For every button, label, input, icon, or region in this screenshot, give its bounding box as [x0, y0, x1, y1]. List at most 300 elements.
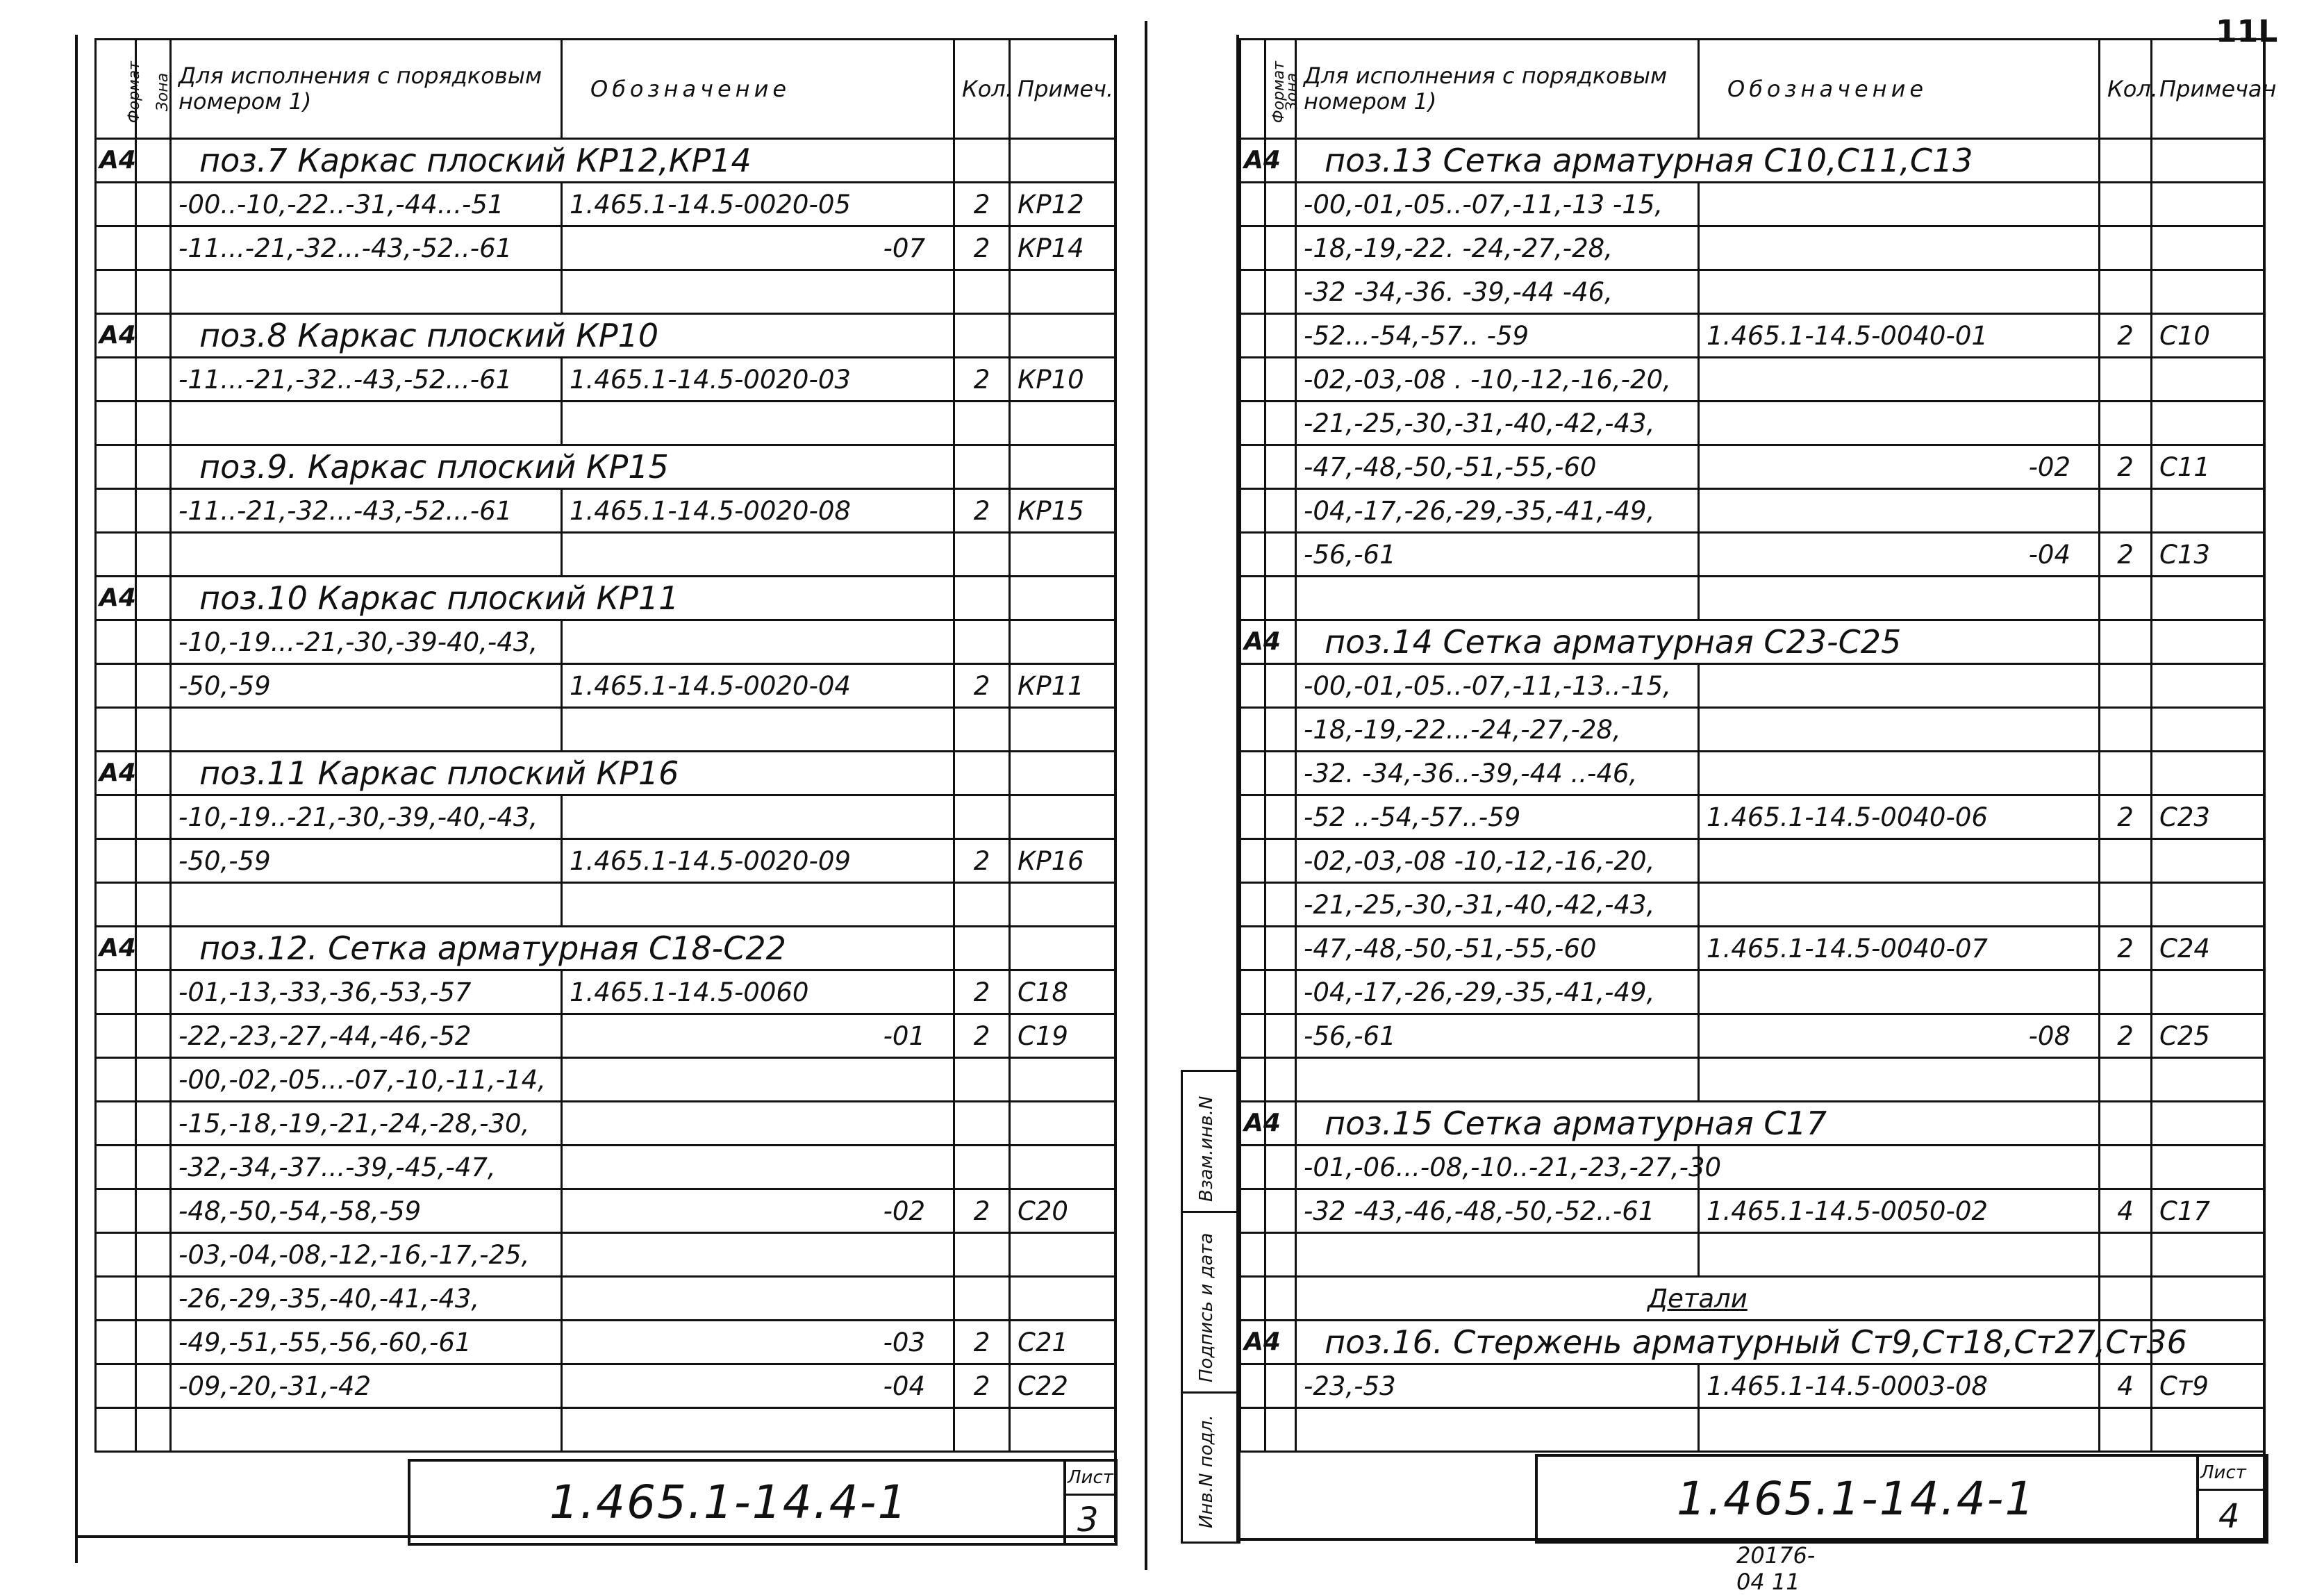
- note-cell: [1010, 1102, 1115, 1146]
- table-row: [1240, 1408, 2264, 1452]
- format-cell: А4: [1240, 1321, 1265, 1364]
- table-row: [96, 1146, 1115, 1189]
- table-row: [1240, 402, 2264, 445]
- zone-cell: [136, 1058, 171, 1102]
- note-cell: [2152, 183, 2264, 226]
- position-title: поз.11 Каркас плоский КР16: [171, 752, 954, 795]
- zone-cell: [1265, 226, 1296, 270]
- zone-cell: [136, 795, 171, 839]
- format-cell: [1240, 752, 1265, 795]
- execution-cell: -02,-03,-08 -10,-12,-16,-20,: [1296, 839, 1699, 883]
- note-cell: С10: [2152, 314, 2264, 358]
- designation-cell: -01: [562, 1014, 954, 1058]
- execution-cell: -48,-50,-54,-58,-59: [171, 1189, 562, 1233]
- table-row: [96, 489, 1115, 533]
- note-cell: С24: [2152, 927, 2264, 970]
- format-cell: [96, 226, 136, 270]
- format-cell: [1240, 358, 1265, 402]
- format-cell: [96, 1146, 136, 1189]
- note-cell: КР14: [1010, 226, 1115, 270]
- note-cell: [2152, 577, 2264, 620]
- zone-cell: [136, 270, 171, 314]
- title-block-right: [1535, 1454, 2268, 1544]
- table-row: [1240, 708, 2264, 752]
- note-cell: [1010, 1277, 1115, 1321]
- table-row: [96, 1189, 1115, 1233]
- designation-cell: [562, 402, 954, 445]
- side-label-inventory: Инв.N подл.: [1196, 1414, 1217, 1528]
- qty-cell: [2100, 402, 2152, 445]
- note-cell: [2152, 1102, 2264, 1146]
- execution-cell: -52 ..-54,-57..-59: [1296, 795, 1699, 839]
- qty-cell: 2: [954, 1364, 1010, 1408]
- qty-cell: 2: [954, 664, 1010, 708]
- format-cell: А4: [96, 752, 136, 795]
- qty-cell: [954, 1233, 1010, 1277]
- qty-cell: 2: [2100, 314, 2152, 358]
- zone-cell: [136, 752, 171, 795]
- execution-cell: -32 -34,-36. -39,-44 -46,: [1296, 270, 1699, 314]
- qty-cell: [954, 1146, 1010, 1189]
- qty-cell: [954, 883, 1010, 927]
- execution-cell: [171, 402, 562, 445]
- zone-cell: [136, 226, 171, 270]
- note-cell: [1010, 445, 1115, 489]
- table-row: [1240, 226, 2264, 270]
- designation-cell: 1.465.1-14.5-0020-08: [562, 489, 954, 533]
- header-format-label: Формат: [125, 60, 143, 123]
- table-row: [1240, 183, 2264, 226]
- header-execution: Для исполнения с порядковым номером 1): [171, 40, 562, 139]
- table-row: [96, 752, 1115, 795]
- note-cell: КР10: [1010, 358, 1115, 402]
- empty-cell: [2100, 1408, 2152, 1452]
- execution-cell: -23,-53: [1296, 1364, 1699, 1408]
- qty-cell: [2100, 1146, 2152, 1189]
- note-cell: [1010, 1058, 1115, 1102]
- designation-cell: [1699, 839, 2100, 883]
- note-cell: [2152, 270, 2264, 314]
- zone-cell: [136, 139, 171, 183]
- qty-cell: 2: [954, 1014, 1010, 1058]
- note-cell: [1010, 139, 1115, 183]
- qty-cell: 2: [954, 358, 1010, 402]
- zone-cell: [136, 402, 171, 445]
- format-cell: [1240, 1058, 1265, 1102]
- qty-cell: 4: [2100, 1364, 2152, 1408]
- qty-cell: [954, 314, 1010, 358]
- note-cell: КР15: [1010, 489, 1115, 533]
- note-cell: [1010, 1146, 1115, 1189]
- side-label-replaced: Взам.инв.N: [1196, 1096, 1217, 1202]
- table-row: [1240, 533, 2264, 577]
- execution-cell: -04,-17,-26,-29,-35,-41,-49,: [1296, 970, 1699, 1014]
- qty-cell: [2100, 970, 2152, 1014]
- qty-cell: [2100, 577, 2152, 620]
- table-row: [96, 708, 1115, 752]
- zone-cell: [136, 1102, 171, 1146]
- execution-cell: -11...-21,-32...-43,-52..-61: [171, 226, 562, 270]
- note-cell: КР12: [1010, 183, 1115, 226]
- format-cell: [96, 620, 136, 664]
- zone-cell: [1265, 270, 1296, 314]
- table-row: [96, 620, 1115, 664]
- format-cell: [96, 489, 136, 533]
- note-cell: [2152, 226, 2264, 270]
- zone-cell: [136, 664, 171, 708]
- table-row: [1240, 1058, 2264, 1102]
- table-row: [1240, 883, 2264, 927]
- execution-cell: -32. -34,-36..-39,-44 ..-46,: [1296, 752, 1699, 795]
- zone-cell: [136, 577, 171, 620]
- sheet-number: 4: [2218, 1497, 2240, 1536]
- designation-cell: [1699, 970, 2100, 1014]
- zone-cell: [136, 489, 171, 533]
- note-cell: [2152, 1233, 2264, 1277]
- format-cell: [96, 445, 136, 489]
- qty-cell: 2: [954, 1189, 1010, 1233]
- qty-cell: 2: [954, 226, 1010, 270]
- table-row: [1240, 1189, 2264, 1233]
- execution-cell: -21,-25,-30,-31,-40,-42,-43,: [1296, 402, 1699, 445]
- zone-cell: [1265, 1277, 1296, 1321]
- table-row: [96, 1408, 1115, 1452]
- designation-cell: 1.465.1-14.5-0040-07: [1699, 927, 2100, 970]
- designation-cell: [562, 795, 954, 839]
- execution-cell: -01,-06...-08,-10..-21,-23,-27,-30: [1296, 1146, 1699, 1189]
- qty-cell: [2100, 1277, 2152, 1321]
- table-row: [96, 970, 1115, 1014]
- note-cell: [1010, 533, 1115, 577]
- sheet-label: Лист: [1068, 1467, 1113, 1488]
- format-cell: [1240, 402, 1265, 445]
- header-designation: Обозначение: [562, 40, 954, 139]
- designation-cell: -03: [562, 1321, 954, 1364]
- note-cell: [1010, 314, 1115, 358]
- table-row: [96, 1058, 1115, 1102]
- table-row: [96, 927, 1115, 970]
- zone-cell: [1265, 314, 1296, 358]
- note-cell: С18: [1010, 970, 1115, 1014]
- sheet-number: 3: [1077, 1501, 1099, 1539]
- designation-cell: 1.465.1-14.5-0020-05: [562, 183, 954, 226]
- header-qty: Кол.: [2100, 40, 2152, 139]
- designation-cell: [562, 270, 954, 314]
- execution-cell: -10,-19..-21,-30,-39,-40,-43,: [171, 795, 562, 839]
- table-row: [96, 183, 1115, 226]
- format-cell: [1240, 795, 1265, 839]
- designation-cell: [562, 620, 954, 664]
- execution-cell: -22,-23,-27,-44,-46,-52: [171, 1014, 562, 1058]
- format-cell: [1240, 708, 1265, 752]
- zone-cell: [1265, 358, 1296, 402]
- table-row: [1240, 445, 2264, 489]
- table-row: [96, 664, 1115, 708]
- zone-cell: [1265, 183, 1296, 226]
- designation-cell: [1699, 708, 2100, 752]
- header-format-label: Формат: [1270, 60, 1288, 123]
- designation-cell: [562, 1146, 954, 1189]
- title-block-left: [408, 1459, 1118, 1546]
- zone-cell: [136, 883, 171, 927]
- table-row: [96, 839, 1115, 883]
- note-cell: С23: [2152, 795, 2264, 839]
- note-cell: [2152, 1146, 2264, 1189]
- designation-cell: [562, 883, 954, 927]
- zone-cell: [1265, 752, 1296, 795]
- format-cell: [1240, 1277, 1265, 1321]
- execution-cell: -50,-59: [171, 664, 562, 708]
- doc-code: 1.465.1-14.4-1: [1677, 1472, 2036, 1526]
- note-cell: [2152, 752, 2264, 795]
- qty-cell: [2100, 489, 2152, 533]
- zone-cell: [136, 183, 171, 226]
- execution-cell: -00,-01,-05..-07,-11,-13..-15,: [1296, 664, 1699, 708]
- qty-cell: [2100, 752, 2152, 795]
- spec-table-left: [94, 38, 1116, 1453]
- format-cell: [96, 839, 136, 883]
- designation-cell: [1699, 883, 2100, 927]
- execution-cell: -26,-29,-35,-40,-41,-43,: [171, 1277, 562, 1321]
- qty-cell: [954, 752, 1010, 795]
- zone-cell: [1265, 883, 1296, 927]
- empty-cell: [1240, 1408, 1265, 1452]
- zone-cell: [1265, 533, 1296, 577]
- qty-cell: [954, 1277, 1010, 1321]
- note-cell: КР16: [1010, 839, 1115, 883]
- table-row: [1240, 1014, 2264, 1058]
- note-cell: [2152, 708, 2264, 752]
- note-cell: [1010, 270, 1115, 314]
- designation-cell: -08: [1699, 1014, 2100, 1058]
- execution-cell: -56,-61: [1296, 1014, 1699, 1058]
- empty-cell: [2152, 1408, 2264, 1452]
- qty-cell: [954, 620, 1010, 664]
- format-cell: А4: [96, 139, 136, 183]
- empty-cell: [171, 1408, 562, 1452]
- zone-cell: [136, 620, 171, 664]
- empty-cell: [1010, 1408, 1115, 1452]
- sheet-label: Лист: [2200, 1462, 2246, 1483]
- execution-cell: -32 -43,-46,-48,-50,-52..-61: [1296, 1189, 1699, 1233]
- designation-cell: [1699, 664, 2100, 708]
- zone-cell: [1265, 970, 1296, 1014]
- designation-cell: 1.465.1-14.5-0060: [562, 970, 954, 1014]
- qty-cell: [954, 1058, 1010, 1102]
- designation-cell: [1699, 1233, 2100, 1277]
- designation-cell: [562, 708, 954, 752]
- empty-cell: [96, 1408, 136, 1452]
- table-row: [96, 1014, 1115, 1058]
- position-title: поз.13 Сетка арматурная С10,С11,С13: [1296, 139, 2100, 183]
- format-cell: [1240, 1014, 1265, 1058]
- table-row: [1240, 970, 2264, 1014]
- designation-cell: [1699, 577, 2100, 620]
- qty-cell: [2100, 226, 2152, 270]
- format-cell: [96, 708, 136, 752]
- position-title: поз.15 Сетка арматурная С17: [1296, 1102, 2100, 1146]
- table-row: [96, 883, 1115, 927]
- note-cell: [2152, 402, 2264, 445]
- qty-cell: [954, 927, 1010, 970]
- position-title: поз.8 Каркас плоский КР10: [171, 314, 954, 358]
- designation-cell: [562, 1233, 954, 1277]
- execution-cell: -10,-19...-21,-30,-39-40,-43,: [171, 620, 562, 664]
- zone-cell: [1265, 708, 1296, 752]
- empty-cell: [562, 1408, 954, 1452]
- section-title: Детали: [1296, 1277, 2100, 1321]
- qty-cell: [954, 577, 1010, 620]
- execution-cell: -52...-54,-57.. -59: [1296, 314, 1699, 358]
- table-row: [96, 445, 1115, 489]
- format-cell: [96, 664, 136, 708]
- table-row: [96, 270, 1115, 314]
- format-cell: А4: [96, 314, 136, 358]
- table-row: [1240, 1364, 2264, 1408]
- qty-cell: [954, 445, 1010, 489]
- table-row: [96, 1321, 1115, 1364]
- note-cell: [2152, 970, 2264, 1014]
- qty-cell: 2: [2100, 927, 2152, 970]
- designation-cell: 1.465.1-14.5-0020-03: [562, 358, 954, 402]
- execution-cell: -50,-59: [171, 839, 562, 883]
- designation-cell: 1.465.1-14.5-0020-04: [562, 664, 954, 708]
- execution-cell: -49,-51,-55,-56,-60,-61: [171, 1321, 562, 1364]
- qty-cell: [954, 795, 1010, 839]
- execution-cell: -01,-13,-33,-36,-53,-57: [171, 970, 562, 1014]
- archive-code: 20176-04 11: [1736, 1542, 1816, 1595]
- note-cell: [1010, 752, 1115, 795]
- table-row: [96, 139, 1115, 183]
- designation-cell: -04: [562, 1364, 954, 1408]
- qty-cell: [2100, 664, 2152, 708]
- zone-cell: [1265, 489, 1296, 533]
- table-row: [96, 577, 1115, 620]
- zone-cell: [1265, 1364, 1296, 1408]
- designation-cell: 1.465.1-14.5-0040-06: [1699, 795, 2100, 839]
- format-cell: [96, 402, 136, 445]
- designation-cell: 1.465.1-14.5-0050-02: [1699, 1189, 2100, 1233]
- format-cell: [1240, 577, 1265, 620]
- zone-cell: [1265, 1058, 1296, 1102]
- note-cell: С11: [2152, 445, 2264, 489]
- zone-cell: [1265, 839, 1296, 883]
- note-cell: [2152, 664, 2264, 708]
- zone-cell: [136, 839, 171, 883]
- designation-cell: -02: [562, 1189, 954, 1233]
- note-cell: [2152, 883, 2264, 927]
- table-row: [96, 1277, 1115, 1321]
- execution-cell: [171, 533, 562, 577]
- position-title: поз.12. Сетка арматурная С18-С22: [171, 927, 954, 970]
- qty-cell: 2: [2100, 795, 2152, 839]
- table-row: [96, 314, 1115, 358]
- qty-cell: 2: [954, 970, 1010, 1014]
- zone-cell: [136, 533, 171, 577]
- table-row: [1240, 139, 2264, 183]
- header-designation: Обозначение: [1699, 40, 2100, 139]
- format-cell: [96, 1058, 136, 1102]
- execution-cell: [1296, 577, 1699, 620]
- qty-cell: [2100, 270, 2152, 314]
- qty-cell: 4: [2100, 1189, 2152, 1233]
- note-cell: [2152, 839, 2264, 883]
- note-cell: [1010, 927, 1115, 970]
- designation-cell: [562, 1277, 954, 1321]
- qty-cell: 2: [954, 839, 1010, 883]
- format-cell: [1240, 664, 1265, 708]
- qty-cell: [954, 1102, 1010, 1146]
- designation-cell: -07: [562, 226, 954, 270]
- format-cell: [1240, 883, 1265, 927]
- empty-cell: [1296, 1408, 1699, 1452]
- qty-cell: [2100, 1233, 2152, 1277]
- table-row: [96, 795, 1115, 839]
- execution-cell: [171, 270, 562, 314]
- table-row: [96, 358, 1115, 402]
- spec-table-right: [1239, 38, 2277, 1453]
- header-execution: Для исполнения с порядковым номером 1): [1296, 40, 1699, 139]
- zone-cell: [1265, 927, 1296, 970]
- format-cell: [96, 270, 136, 314]
- corner-mark: 11L: [2216, 14, 2278, 49]
- table-row: [1240, 664, 2264, 708]
- zone-cell: [136, 970, 171, 1014]
- designation-cell: [1699, 1146, 2100, 1189]
- format-cell: [1240, 970, 1265, 1014]
- execution-cell: -32,-34,-37...-39,-45,-47,: [171, 1146, 562, 1189]
- format-cell: А4: [96, 577, 136, 620]
- execution-cell: -47,-48,-50,-51,-55,-60: [1296, 927, 1699, 970]
- note-cell: С25: [2152, 1014, 2264, 1058]
- format-cell: [1240, 1146, 1265, 1189]
- qty-cell: [954, 402, 1010, 445]
- format-cell: [1240, 314, 1265, 358]
- execution-cell: [171, 883, 562, 927]
- note-cell: Ст9: [2152, 1364, 2264, 1408]
- format-cell: А4: [96, 927, 136, 970]
- designation-cell: [1699, 1058, 2100, 1102]
- format-cell: [96, 533, 136, 577]
- designation-cell: [1699, 226, 2100, 270]
- table-row: [96, 402, 1115, 445]
- format-cell: А4: [1240, 620, 1265, 664]
- zone-cell: [136, 314, 171, 358]
- format-cell: [96, 795, 136, 839]
- designation-cell: [1699, 270, 2100, 314]
- execution-cell: -04,-17,-26,-29,-35,-41,-49,: [1296, 489, 1699, 533]
- format-cell: [1240, 1233, 1265, 1277]
- qty-cell: [954, 533, 1010, 577]
- zone-cell: [136, 1233, 171, 1277]
- header-zone-label: Зона: [1284, 72, 1302, 111]
- table-row: [1240, 795, 2264, 839]
- execution-cell: -56,-61: [1296, 533, 1699, 577]
- note-cell: [1010, 1233, 1115, 1277]
- execution-cell: -00,-01,-05..-07,-11,-13 -15,: [1296, 183, 1699, 226]
- table-header: [1240, 40, 2264, 139]
- zone-cell: [136, 358, 171, 402]
- table-row: [96, 226, 1115, 270]
- qty-cell: 2: [2100, 1014, 2152, 1058]
- format-cell: [96, 1364, 136, 1408]
- designation-cell: [1699, 489, 2100, 533]
- note-cell: С17: [2152, 1189, 2264, 1233]
- zone-cell: [136, 1189, 171, 1233]
- side-label-signature: Подпись и дата: [1196, 1232, 1217, 1382]
- table-row: [96, 533, 1115, 577]
- execution-cell: -11...-21,-32..-43,-52...-61: [171, 358, 562, 402]
